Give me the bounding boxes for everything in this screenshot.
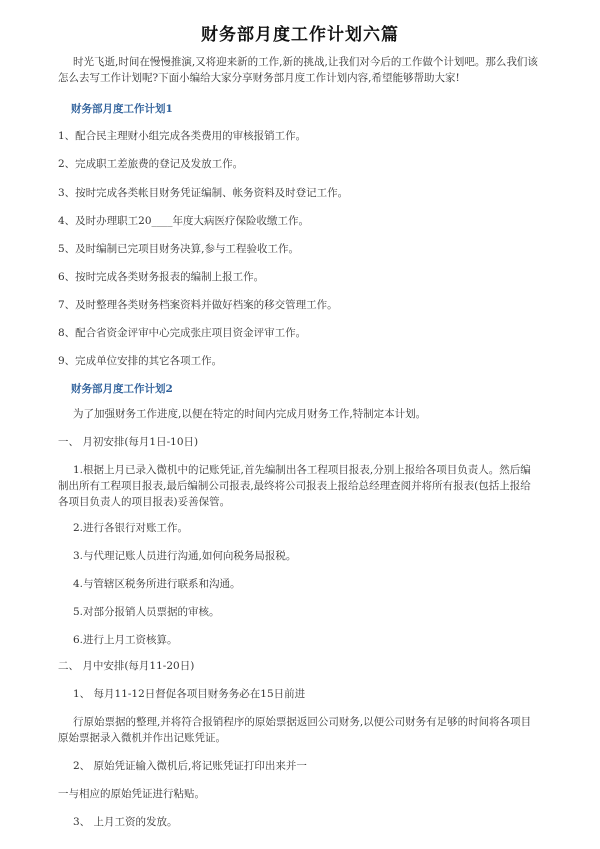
- plan1-item: 7、及时整理各类财务档案资料并做好档案的移交管理工作。: [58, 299, 338, 311]
- plan2-item-1-line-1: 1.根据上月已录入微机中的记账凭证,首先编制出各工程项目报表,分别上报给各项目负责人。然后编: [73, 464, 531, 476]
- plan2-section-2: 二、 月中安排(每月11-20日): [58, 660, 195, 672]
- plan1-heading: 财务部月度工作计划1: [71, 103, 173, 115]
- plan2-item: 6.进行上月工资核算。: [73, 634, 178, 646]
- plan1-item: 3、按时完成各类帐目财务凭证编制、帐务资料及时登记工作。: [58, 187, 349, 199]
- plan2-heading: 财务部月度工作计划2: [71, 383, 173, 395]
- intro-line-1: 时光飞逝,时间在慢慢推演,又将迎来新的工作,新的挑战,让我们对今后的工作做个计划吧。那么我们该: [73, 56, 538, 68]
- page-title: 财务部月度工作计划六篇: [201, 25, 399, 45]
- plan1-item: 8、配合省资金评审中心完成张庄项目资金评审工作。: [58, 327, 307, 339]
- plan2-item: 5.对部分报销人员票据的审核。: [73, 606, 220, 618]
- plan2-section-1: 一、 月初安排(每月1日-10日): [58, 436, 199, 448]
- plan1-item: 4、及时办理职工20____年度大病医疗保险收缴工作。: [58, 215, 310, 227]
- plan2-item-1-line-2: 制出所有工程项目报表,最后编制公司报表,最终将公司报表上报给总经理查阅并将所有报表(包括上报给: [58, 480, 531, 492]
- plan1-item: 6、按时完成各类财务报表的编制上报工作。: [58, 271, 265, 283]
- plan2-s2-item-1-cont-1: 行原始票据的整理,并将符合报销程序的原始票据返回公司财务,以便公司财务有足够的时间将各项目: [73, 716, 532, 728]
- plan2-s2-item-2-cont: 一与相应的原始凭证进行粘贴。: [58, 788, 205, 800]
- plan2-item: 4.与管辖区税务所进行联系和沟通。: [73, 578, 241, 590]
- plan1-item: 5、及时编制已完项目财务决算,参与工程验收工作。: [58, 243, 300, 255]
- plan2-s2-item-1: 1、 每月11-12日督促各项目财务务必在15日前进: [73, 688, 306, 700]
- plan1-item: 1、配合民主理财小组完成各类费用的审核报销工作。: [58, 130, 307, 142]
- plan2-item: 2.进行各银行对账工作。: [73, 522, 189, 534]
- plan2-intro: 为了加强财务工作进度,以便在特定的时间内完成月财务工作,特制定本计划。: [73, 408, 427, 420]
- plan1-item: 2、完成职工差旅费的登记及发放工作。: [58, 158, 244, 170]
- plan2-s2-item-2: 2、 原始凭证输入微机后,将记账凭证打印出来并一: [73, 760, 307, 772]
- plan2-s2-item-1-cont-2: 原始票据录入微机并作出记账凭证。: [58, 732, 226, 744]
- plan2-item: 3.与代理记账人员进行沟通,如何向税务局报税。: [73, 550, 297, 562]
- plan2-s2-item-3: 3、 上月工资的发放。: [73, 816, 178, 828]
- plan2-item-1-line-3: 各项目负责人的项目报表)妥善保管。: [58, 496, 231, 508]
- plan1-item: 9、完成单位安排的其它各项工作。: [58, 355, 223, 367]
- intro-line-2: 怎么去写工作计划呢?下面小编给大家分享财务部月度工作计划内容,希望能够帮助大家!: [58, 72, 460, 84]
